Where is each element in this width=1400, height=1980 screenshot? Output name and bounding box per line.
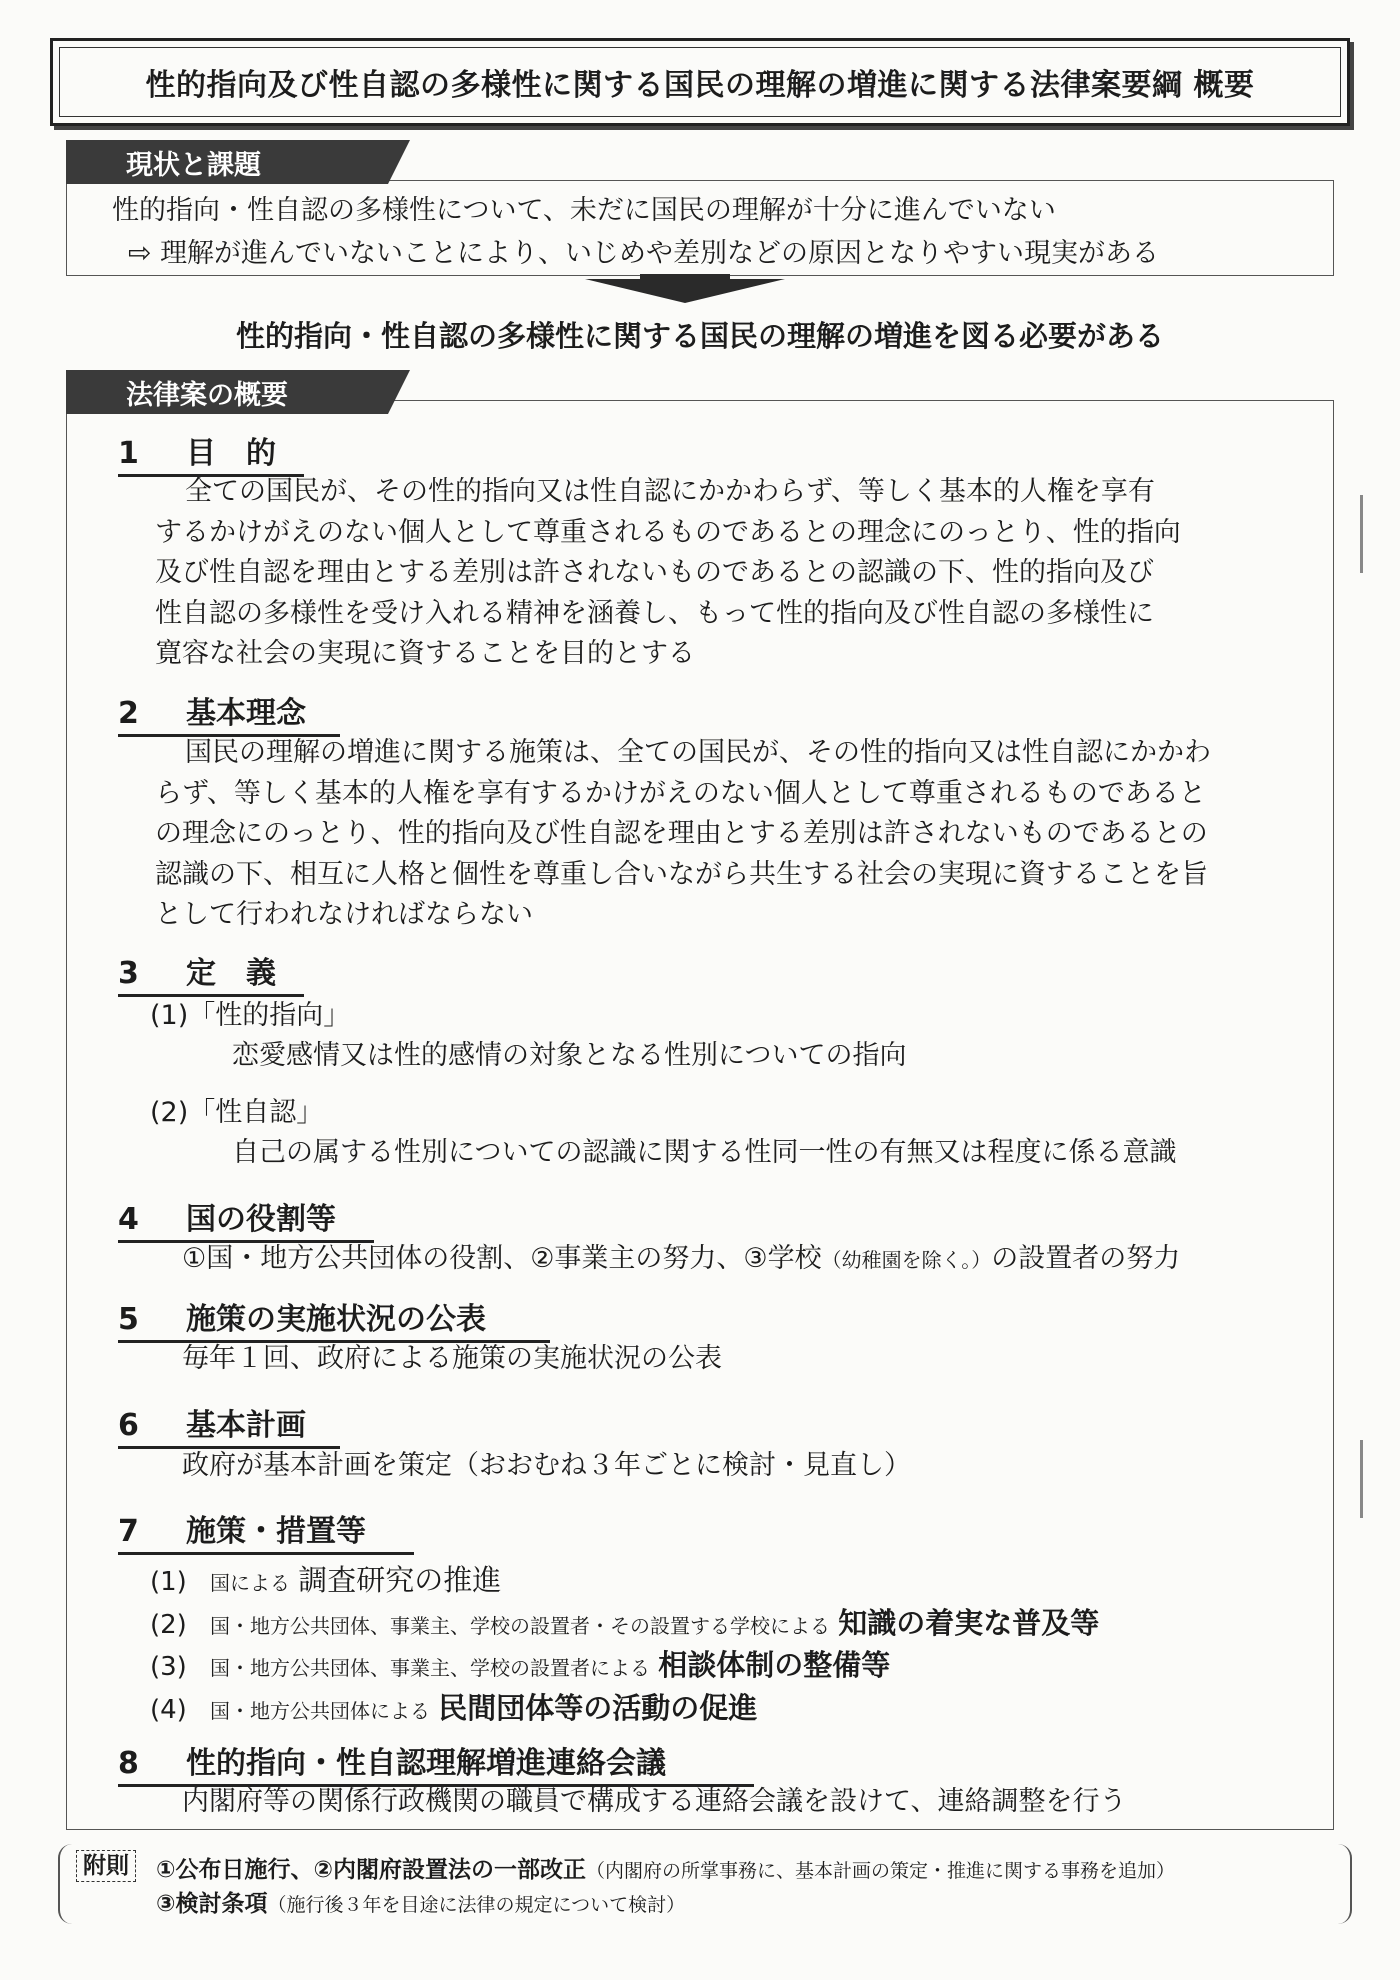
- section-2-heading: [118, 688, 340, 737]
- section-number: 7: [118, 1514, 139, 1549]
- measure-1: [150, 1558, 501, 1599]
- overview-tab: 法律案の概要: [66, 370, 388, 414]
- section-8-text: 内閣府等の関係行政機関の職員で構成する連絡会議を設けて、連絡調整を行う: [182, 1786, 1127, 1817]
- body-line: 国民の理解の増進に関する施策は、全ての国民が、その性的指向又は性自認にかかわ: [185, 737, 1211, 768]
- section-title: 定 義: [186, 956, 276, 991]
- section-1-body: [155, 472, 1181, 675]
- body-line: らず、等しく基本的人権を享有するかけがえのない個人として尊重されるものであると: [155, 777, 1206, 809]
- section-5-heading: [118, 1294, 550, 1343]
- section-number: 4: [118, 1202, 139, 1237]
- body-line: 寛容な社会の実現に資することを目的とする: [155, 638, 695, 669]
- document-title: 性的指向及び性自認の多様性に関する国民の理解の増進に関する法律案要綱 概要: [59, 47, 1341, 117]
- section-number: 6: [118, 1408, 139, 1443]
- down-arrow-icon: [585, 279, 785, 303]
- definition-1-label: (1)「性的指向」: [150, 1000, 351, 1031]
- definition-2-text: 自己の属する性別についての認識に関する性同一性の有無又は程度に係る意識: [232, 1137, 1177, 1168]
- section-title: 目 的: [186, 436, 276, 471]
- section-title: 施策・措置等: [186, 1514, 366, 1549]
- supplementary-tag: 附則: [76, 1850, 136, 1882]
- measure-2: [150, 1601, 1099, 1642]
- section-6-heading: [118, 1400, 340, 1449]
- measure-em: 知識の着実な普及等: [838, 1606, 1100, 1640]
- section-4-heading: [118, 1194, 374, 1243]
- status-line-2: 理解が進んでいないことにより、いじめや差別などの原因となりやすい現実がある: [160, 238, 1160, 269]
- supplementary-line-2-note: （施行後３年を目途に法律の規定について検討）: [267, 1894, 686, 1916]
- roles-text-note: （幼稚園を除く。）: [821, 1248, 992, 1272]
- supplementary-line-2-bold: ③検討条項: [156, 1891, 268, 1917]
- margin-mark: [1360, 495, 1363, 573]
- measure-em: 民間団体等の活動の促進: [438, 1691, 758, 1725]
- section-1-heading: [118, 428, 304, 477]
- supplementary-line-1-bold: ①公布日施行、②内閣府設置法の一部改正: [156, 1857, 586, 1883]
- body-line: 性自認の多様性を受け入れる精神を涵養し、もって性的指向及び性自認の多様性に: [155, 597, 1154, 629]
- measure-label: (1): [150, 1567, 187, 1597]
- section-title: 施策の実施状況の公表: [186, 1302, 486, 1337]
- measure-label: (3): [150, 1652, 187, 1682]
- section-2-body: [155, 733, 1211, 936]
- status-tab: 現状と課題: [66, 140, 388, 184]
- margin-mark: [1360, 1440, 1363, 1518]
- measure-pre: 国による: [210, 1571, 290, 1595]
- measure-em: 調査研究の推進: [298, 1563, 502, 1597]
- section-title: 基本理念: [186, 696, 306, 731]
- roles-text-a: ①国・地方公共団体の役割、②事業主の努力、③学校: [182, 1243, 822, 1274]
- supplementary-line-1-note: （内閣府の所掌事務に、基本計画の策定・推進に関する事務を追加）: [585, 1860, 1175, 1882]
- body-line: 及び性自認を理由とする差別は許されないものであるとの認識の下、性的指向及び: [155, 557, 1154, 588]
- definition-1-text: 恋愛感情又は性的感情の対象となる性別についての指向: [232, 1040, 907, 1071]
- measure-pre: 国・地方公共団体による: [210, 1699, 430, 1723]
- measure-pre: 国・地方公共団体、事業主、学校の設置者・その設置する学校による: [210, 1614, 830, 1638]
- section-6-text: 政府が基本計画を策定（おおむね３年ごとに検討・見直し）: [182, 1450, 911, 1481]
- status-line-2-wrap: [128, 236, 1159, 270]
- section-title: 国の役割等: [186, 1202, 336, 1237]
- measure-label: (4): [150, 1695, 187, 1725]
- status-line-1: 性的指向・性自認の多様性について、未だに国民の理解が十分に進んでいない: [112, 195, 1056, 226]
- supplementary-line-1: [156, 1851, 1175, 1884]
- measure-em: 相談体制の整備等: [658, 1648, 891, 1682]
- body-line: 認識の下、相互に人格と個性を尊重し合いながら共生する社会の実現に資することを旨: [155, 858, 1208, 890]
- roles-text-b: の設置者の努力: [991, 1243, 1181, 1274]
- definition-2-label: (2)「性自認」: [150, 1097, 324, 1128]
- section-number: 5: [118, 1302, 139, 1337]
- measure-3: [150, 1643, 890, 1684]
- section-number: 8: [118, 1746, 139, 1781]
- section-number: 2: [118, 696, 139, 731]
- body-line: 全ての国民が、その性的指向又は性自認にかかわらず、等しく基本的人権を享有: [185, 476, 1155, 507]
- section-8-heading: [118, 1738, 754, 1787]
- measure-pre: 国・地方公共団体、事業主、学校の設置者による: [210, 1656, 650, 1680]
- section-number: 3: [118, 956, 139, 991]
- title-box: [50, 38, 1350, 126]
- body-line: の理念にのっとり、性的指向及び性自認を理由とする差別は許されないものであるとの: [155, 818, 1208, 849]
- section-title: 基本計画: [186, 1408, 306, 1443]
- body-line: として行われなければならない: [155, 899, 533, 930]
- section-4-text: [182, 1243, 1180, 1275]
- supplementary-line-2: [156, 1885, 685, 1918]
- section-number: 1: [118, 436, 139, 471]
- section-5-text: 毎年１回、政府による施策の実施状況の公表: [182, 1343, 722, 1374]
- measure-4: [150, 1686, 757, 1727]
- section-7-heading: [118, 1506, 414, 1555]
- conclusion-text: 性的指向・性自認の多様性に関する国民の理解の増進を図る必要がある: [235, 319, 1164, 353]
- right-arrow-icon: ⇨: [128, 236, 152, 269]
- section-3-heading: [118, 948, 304, 997]
- body-line: するかけがえのない個人として尊重されるものであるとの理念にのっとり、性的指向: [155, 516, 1181, 548]
- section-title: 性的指向・性自認理解増進連絡会議: [186, 1746, 666, 1781]
- measure-label: (2): [150, 1610, 187, 1640]
